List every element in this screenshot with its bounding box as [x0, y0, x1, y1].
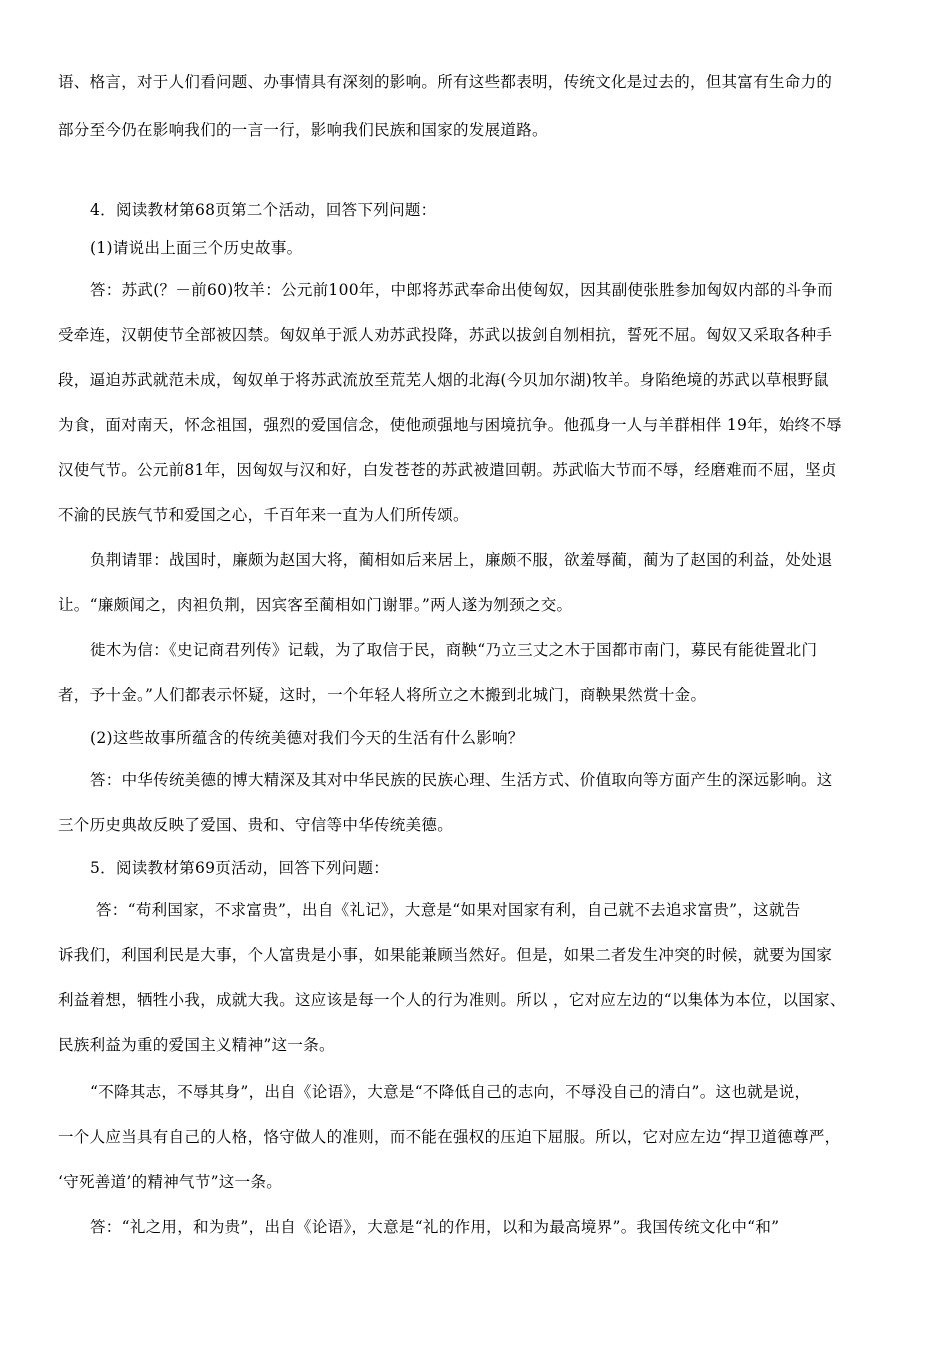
text-line: 汉使气节。公元前81年，因匈奴与汉和好，白发苍苍的苏武被遣回朝。苏武临大节而不辱，经磨难而不屈，坚贞 — [58, 461, 837, 479]
text-line: 段，逼迫苏武就范未成，匈奴单于将苏武流放至荒芜人烟的北海(今贝加尔湖)牧羊。身陷绝境的苏武以草根野鼠 — [58, 371, 830, 389]
text-line: 者，予十金。”人们都表示怀疑，这时，一个年轻人将所立之木搬到北城门，商鞅果然赏十金。 — [58, 686, 707, 704]
text-line: 为食，面对南天，怀念祖国，强烈的爱国信念，使他顽强地与困境抗争。他孤身一人与羊群相伴 19年，始终不辱 — [58, 416, 842, 434]
question-heading: 4．阅读教材第68页第二个活动，回答下列问题： — [90, 201, 437, 219]
text-line: “不降其志，不辱其身”，出自《论语》，大意是“不降低自己的志向，不辱没自己的清白”。这也就是说， — [90, 1083, 811, 1101]
text-line: 一个人应当具有自己的人格，恪守做人的准则，而不能在强权的压迫下屈服。所以，它对应左边“捍卫道德尊严， — [58, 1128, 841, 1146]
text-line: 答：苏武(？－前60)牧羊：公元前100年，中郎将苏武奉命出使匈奴，因其副使张胜参加匈奴内部的斗争而 — [90, 281, 833, 299]
text-line: 答：“苟利国家，不求富贵”，出自《礼记》，大意是“如果对国家有利，自己就不去追求富贵”，这就告 — [96, 901, 801, 919]
sub-question: (2)这些故事所蕴含的传统美德对我们今天的生活有什么影响？ — [90, 729, 524, 747]
text-line: 让。“廉颇闻之，肉袒负荆，因宾客至蔺相如门谢罪。”两人遂为刎颈之交。 — [58, 596, 573, 614]
text-line: 受牵连，汉朝使节全部被囚禁。匈奴单于派人劝苏武投降，苏武以拔剑自刎相抗，誓死不屈。匈奴又采取各种手 — [58, 326, 833, 344]
text-line: ‘守死善道’的精神气节”这一条。 — [58, 1173, 283, 1191]
text-line: 答：中华传统美德的博大精深及其对中华民族的民族心理、生活方式、价值取向等方面产生的深远影响。这 — [90, 771, 833, 789]
question-heading: 5．阅读教材第69页活动，回答下列问题： — [90, 859, 390, 877]
text-line: 部分至今仍在影响我们的一言一行，影响我们民族和国家的发展道路。 — [58, 121, 548, 139]
text-line: 语、格言，对于人们看问题、办事情具有深刻的影响。所有这些都表明，传统文化是过去的，但其富有生命力的 — [58, 73, 833, 91]
text-line: 三个历史典故反映了爱国、贵和、守信等中华传统美德。 — [58, 816, 454, 834]
text-line: 负荆请罪：战国时，廉颇为赵国大将，蔺相如后来居上，廉颇不服，欲羞辱蔺，蔺为了赵国的利益，处处退 — [90, 551, 833, 569]
text-line: 利益着想，牺牲小我，成就大我。这应该是每一个人的行为准则。所以 ，它对应左边的“以集体为本位，以国家、 — [58, 991, 846, 1009]
text-line: 答：“礼之用，和为贵”，出自《论语》，大意是“礼的作用，以和为最高境界”。我国传统文化中“和” — [90, 1218, 780, 1236]
text-line: 徙木为信：《史记商君列传》记载，为了取信于民，商鞅“乃立三丈之木于国都市南门，募民有能徙置北门 — [90, 641, 818, 659]
text-line: 诉我们，利国利民是大事，个人富贵是小事，如果能兼顾当然好。但是，如果二者发生冲突的时候，就要为国家 — [58, 946, 833, 964]
text-line: 民族利益为重的爱国主义精神”这一条。 — [58, 1036, 335, 1054]
sub-question: (1)请说出上面三个历史故事。 — [90, 239, 303, 257]
text-line: 不渝的民族气节和爱国之心，千百年来一直为人们所传颂。 — [58, 506, 469, 524]
